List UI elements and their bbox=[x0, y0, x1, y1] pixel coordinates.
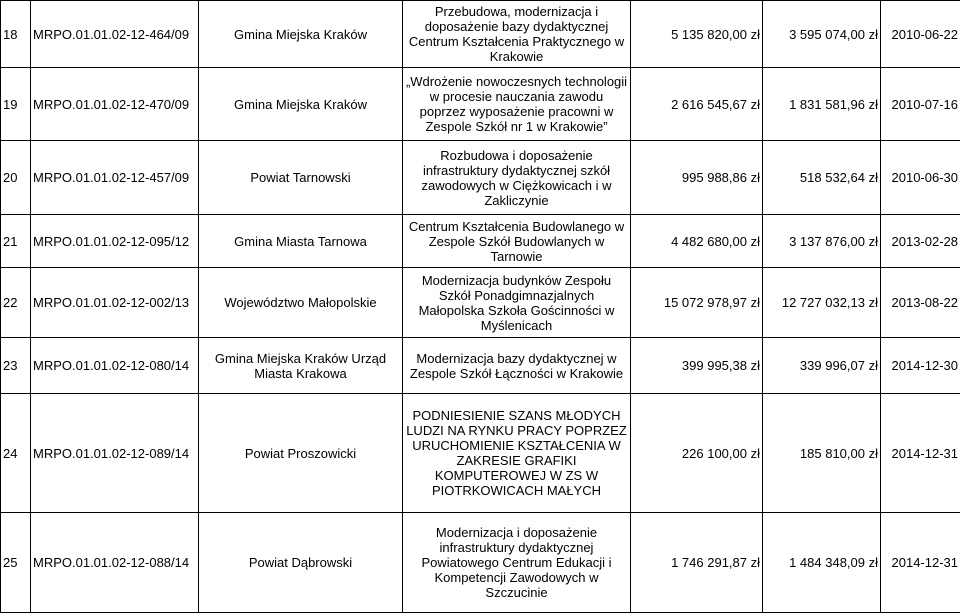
beneficiary: Gmina Miejska Kraków bbox=[199, 1, 403, 68]
project-code: MRPO.01.01.02-12-002/13 bbox=[31, 268, 199, 338]
project-title: Modernizacja budynków Zespołu Szkół Ponadgimnazjalnych Małopolska Szkoła Gościnności w Myślenicach bbox=[403, 268, 631, 338]
row-number: 18 bbox=[1, 1, 31, 68]
table-row bbox=[1, 513, 960, 613]
agreement-date: 2010-06-30 bbox=[881, 141, 960, 215]
row-number: 21 bbox=[1, 215, 31, 268]
cofinancing-value: 1 484 348,09 zł bbox=[763, 513, 881, 613]
agreement-date: 2013-08-22 bbox=[881, 268, 960, 338]
cofinancing-value: 3 137 876,00 zł bbox=[763, 215, 881, 268]
beneficiary: Gmina Miejska Kraków bbox=[199, 68, 403, 141]
agreement-date: 2010-06-22 bbox=[881, 1, 960, 68]
table-row bbox=[1, 268, 960, 338]
project-code: MRPO.01.01.02-12-095/12 bbox=[31, 215, 199, 268]
beneficiary: Województwo Małopolskie bbox=[199, 268, 403, 338]
beneficiary: Gmina Miasta Tarnowa bbox=[199, 215, 403, 268]
project-code: MRPO.01.01.02-12-470/09 bbox=[31, 68, 199, 141]
total-value: 399 995,38 zł bbox=[631, 338, 763, 394]
beneficiary: Powiat Tarnowski bbox=[199, 141, 403, 215]
project-code: MRPO.01.01.02-12-080/14 bbox=[31, 338, 199, 394]
cofinancing-value: 339 996,07 zł bbox=[763, 338, 881, 394]
cofinancing-value: 3 595 074,00 zł bbox=[763, 1, 881, 68]
table-row bbox=[1, 1, 960, 68]
project-title: Przebudowa, modernizacja i doposażenie bazy dydaktycznej Centrum Kształcenia Praktycznego w Krakowie bbox=[403, 1, 631, 68]
table-row bbox=[1, 338, 960, 394]
cofinancing-value: 185 810,00 zł bbox=[763, 394, 881, 513]
cofinancing-value: 518 532,64 zł bbox=[763, 141, 881, 215]
project-title: Rozbudowa i doposażenie infrastruktury dydaktycznej szkół zawodowych w Ciężkowicach i w Zakliczynie bbox=[403, 141, 631, 215]
total-value: 4 482 680,00 zł bbox=[631, 215, 763, 268]
table-row bbox=[1, 68, 960, 141]
total-value: 5 135 820,00 zł bbox=[631, 1, 763, 68]
table-body bbox=[1, 1, 960, 613]
row-number: 22 bbox=[1, 268, 31, 338]
project-code: MRPO.01.01.02-12-464/09 bbox=[31, 1, 199, 68]
row-number: 24 bbox=[1, 394, 31, 513]
cofinancing-value: 12 727 032,13 zł bbox=[763, 268, 881, 338]
agreement-date: 2013-02-28 bbox=[881, 215, 960, 268]
project-title: Modernizacja i doposażenie infrastruktury dydaktycznej Powiatowego Centrum Edukacji i Kompetencji Zawodowych w Szczucinie bbox=[403, 513, 631, 613]
total-value: 1 746 291,87 zł bbox=[631, 513, 763, 613]
agreement-date: 2014-12-31 bbox=[881, 394, 960, 513]
project-title: Centrum Kształcenia Budowlanego w Zespole Szkół Budowlanych w Tarnowie bbox=[403, 215, 631, 268]
project-title: „Wdrożenie nowoczesnych technologii w procesie nauczania zawodu poprzez wyposażenie pracowni w Zespole Szkół nr 1 w Krakowie” bbox=[403, 68, 631, 141]
project-code: MRPO.01.01.02-12-088/14 bbox=[31, 513, 199, 613]
total-value: 15 072 978,97 zł bbox=[631, 268, 763, 338]
project-title: Modernizacja bazy dydaktycznej w Zespole Szkół Łączności w Krakowie bbox=[403, 338, 631, 394]
row-number: 25 bbox=[1, 513, 31, 613]
total-value: 2 616 545,67 zł bbox=[631, 68, 763, 141]
table-row bbox=[1, 394, 960, 513]
agreement-date: 2010-07-16 bbox=[881, 68, 960, 141]
row-number: 20 bbox=[1, 141, 31, 215]
total-value: 226 100,00 zł bbox=[631, 394, 763, 513]
total-value: 995 988,86 zł bbox=[631, 141, 763, 215]
agreement-date: 2014-12-31 bbox=[881, 513, 960, 613]
beneficiary: Powiat Proszowicki bbox=[199, 394, 403, 513]
table-row bbox=[1, 215, 960, 268]
row-number: 19 bbox=[1, 68, 31, 141]
cofinancing-value: 1 831 581,96 zł bbox=[763, 68, 881, 141]
beneficiary: Gmina Miejska Kraków Urząd Miasta Krakowa bbox=[199, 338, 403, 394]
project-code: MRPO.01.01.02-12-089/14 bbox=[31, 394, 199, 513]
agreement-date: 2014-12-30 bbox=[881, 338, 960, 394]
beneficiary: Powiat Dąbrowski bbox=[199, 513, 403, 613]
project-code: MRPO.01.01.02-12-457/09 bbox=[31, 141, 199, 215]
project-title: PODNIESIENIE SZANS MŁODYCH LUDZI NA RYNKU PRACY POPRZEZ URUCHOMIENIE KSZTAŁCENIA W ZAKRESIE GRAFIKI KOMPUTEROWEJ W ZS W PIOTRKOWICACH MAŁYCH bbox=[403, 394, 631, 513]
table-row bbox=[1, 141, 960, 215]
row-number: 23 bbox=[1, 338, 31, 394]
